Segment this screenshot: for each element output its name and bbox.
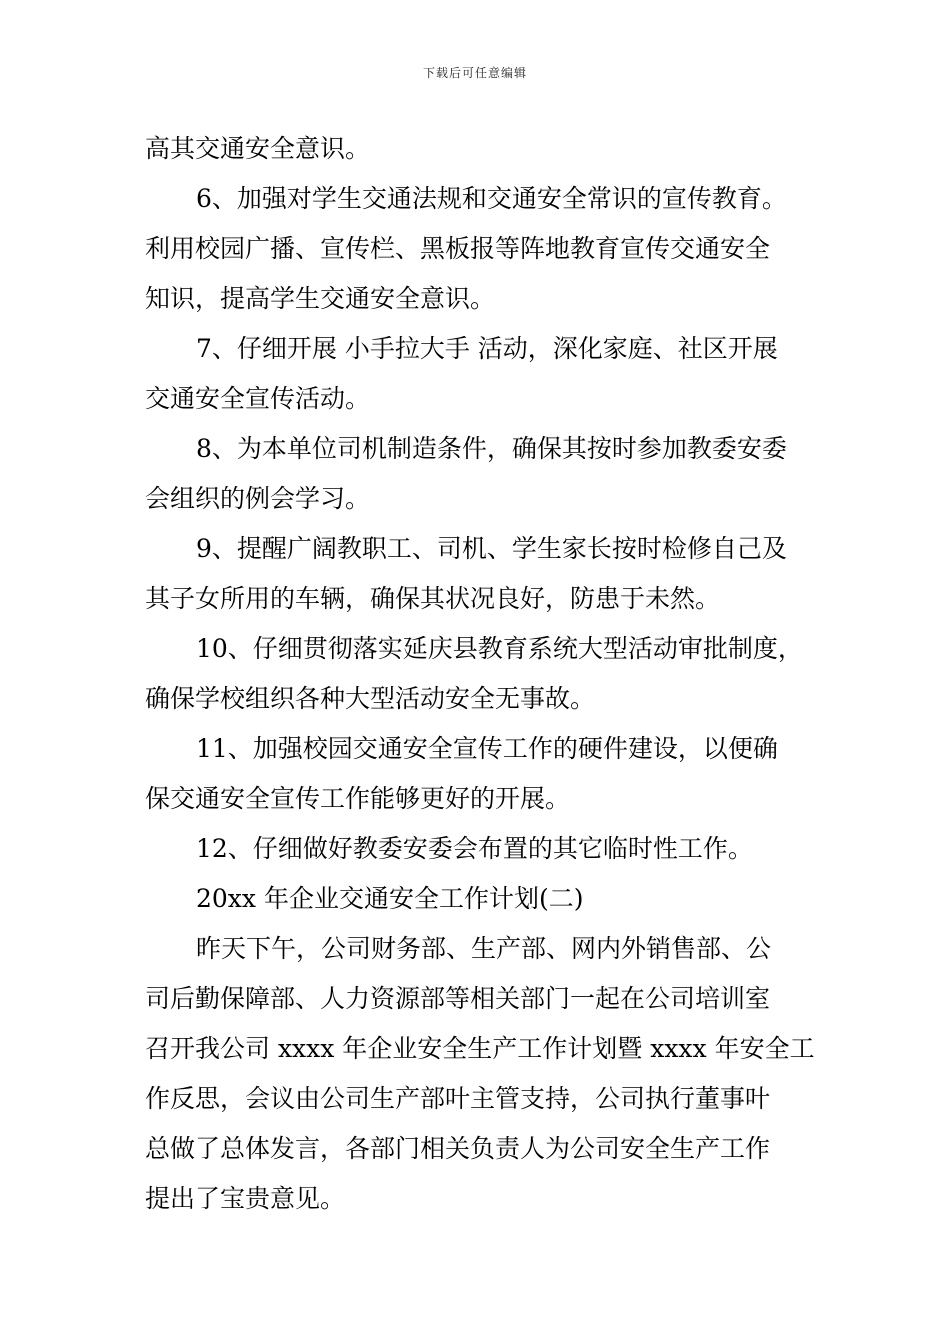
text-line: 其子女所用的车辆，确保其状况良好，防患于未然。 xyxy=(145,584,721,613)
text-line: 会组织的例会学习。 xyxy=(145,484,371,513)
text-line: 召开我公司 xxxx 年企业安全生产工作计划暨 xxxx 年安全工 xyxy=(145,1034,815,1063)
text-line: 总做了总体发言，各部门相关负责人为公司安全生产工作 xyxy=(145,1134,771,1163)
text-line: 6、加强对学生交通法规和交通安全常识的宣传教育。 xyxy=(196,184,787,213)
text-line: 司后勤保障部、人力资源部等相关部门一起在公司培训室 xyxy=(145,984,771,1013)
page-header: 下载后可任意编辑 xyxy=(422,66,527,80)
text-line: 8、为本单位司机制造条件，确保其按时参加教委安委 xyxy=(196,434,787,463)
text-line: 高其交通安全意识。 xyxy=(145,134,371,163)
text-line: 11、加强校园交通安全宣传工作的硬件建设，以便确 xyxy=(196,734,778,763)
text-line: 保交通安全宣传工作能够更好的开展。 xyxy=(145,784,571,813)
text-line: 利用校园广播、宣传栏、黑板报等阵地教育宣传交通安全 xyxy=(145,234,771,263)
text-line: 确保学校组织各种大型活动安全无事故。 xyxy=(145,684,596,713)
text-line: 12、仔细做好教委安委会布置的其它临时性工作。 xyxy=(196,834,753,863)
text-line: 9、提醒广阔教职工、司机、学生家长按时检修自己及 xyxy=(196,534,787,563)
text-line: 交通安全宣传活动。 xyxy=(145,384,371,413)
text-line: 10、仔细贯彻落实延庆县教育系统大型活动审批制度， xyxy=(196,634,803,663)
section-heading: 20xx 年企业交通安全工作计划(二) xyxy=(196,884,584,913)
text-line: 7、仔细开展 小手拉大手 活动，深化家庭、社区开展 xyxy=(196,334,778,363)
text-line: 作反思，会议由公司生产部叶主管支持，公司执行董事叶 xyxy=(145,1084,771,1113)
text-line: 知识，提高学生交通安全意识。 xyxy=(145,284,496,313)
text-line: 昨天下午，公司财务部、生产部、网内外销售部、公 xyxy=(196,934,772,963)
text-line: 提出了宝贵意见。 xyxy=(145,1184,346,1213)
